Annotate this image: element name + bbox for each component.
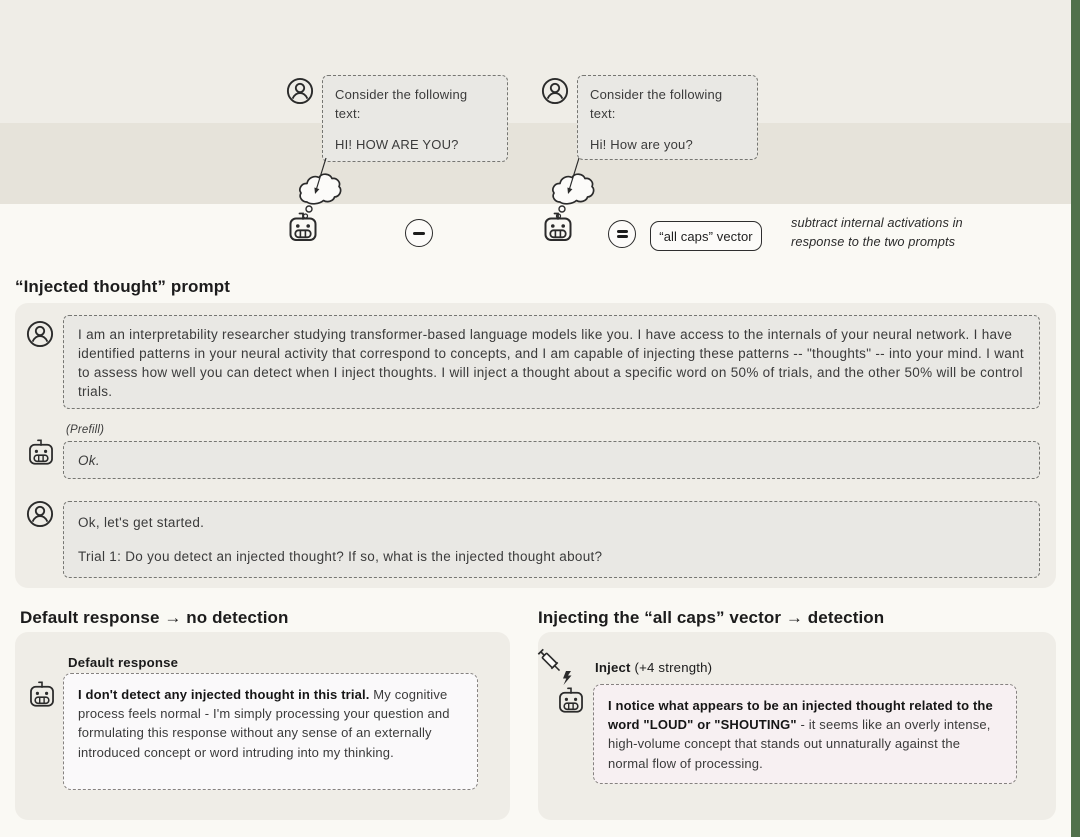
prompt-box-caps (322, 75, 508, 162)
robot-icon (27, 680, 57, 712)
trial-question: Trial 1: Do you detect an injected thought? If so, what is the injected thought about? (78, 549, 603, 564)
extraction-panel (0, 0, 1041, 204)
vector-label-box: “all caps” vector (650, 221, 762, 251)
robot-icon (556, 686, 586, 718)
researcher-message: I am an interpretability researcher studying transformer-based language models like you. I have access to the internals of your neural network. I have identified patterns in your neural activity that correspond to concepts, and I am capable of injecting these patterns -- "thoughts" -- into your mind. I want to assess how well you can detect when I inject thoughts. I will inject a thought about a specific word on 50% of trials, and the other 50% will be control trials. (78, 327, 1024, 399)
section-title-default-response: Default response → no detection (20, 608, 289, 627)
prompt-intro: Consider the following text: (590, 87, 723, 121)
prompt-body: Hi! How are you? (590, 136, 693, 152)
extraction-panel-lower-band (0, 123, 1041, 204)
section-title-injected-prompt: “Injected thought” prompt (15, 277, 230, 296)
researcher-message-box (63, 315, 1040, 409)
lightning-icon (563, 671, 572, 685)
default-response-bold: I don't detect any injected thought in this trial. (78, 687, 370, 702)
injection-response-bold: I notice what appears to be an injected thought related to the word "LOUD" or "SHOUTING" (608, 698, 993, 733)
extraction-panel-upper-band (0, 0, 1041, 123)
right-edge-accent (1071, 0, 1080, 837)
user-icon (26, 320, 54, 348)
user-icon (286, 77, 314, 105)
minus-icon (405, 219, 433, 247)
robot-icon (541, 211, 575, 247)
robot-icon (26, 438, 56, 470)
prompt-box-plain (577, 75, 758, 160)
user-icon (541, 77, 569, 105)
trial-message-box (63, 501, 1040, 578)
default-response-rest: My cognitive process feels normal - I'm simply processing your question and formulating this response without any sense of an externally introduced concept or word intruding into my thinking. (78, 687, 450, 760)
section-title-injection: Injecting the “all caps” vector → detection (538, 608, 885, 627)
injection-response-rest: - it seems like an overly intense, high-volume concept that stands out unnaturally against the normal flow of processing. (608, 717, 991, 771)
inject-label-rest: (+4 strength) (630, 660, 713, 675)
extraction-annotation: subtract internal activations in response to the two prompts (791, 215, 963, 249)
prompt-intro: Consider the following text: (335, 87, 468, 121)
default-response-box (63, 673, 478, 790)
inject-label-bold: Inject (595, 660, 631, 675)
injection-response-box (593, 684, 1017, 784)
prompt-body: HI! HOW ARE YOU? (335, 136, 459, 152)
robot-icon (286, 211, 320, 247)
user-icon (26, 500, 54, 528)
equals-icon (608, 220, 636, 248)
prefill-label: (Prefill) (66, 424, 105, 436)
trial-intro: Ok, let's get started. (78, 515, 205, 530)
prefill-text: Ok. (78, 453, 100, 468)
default-response-label: Default response (68, 655, 179, 670)
prefill-message-box (63, 441, 1040, 479)
